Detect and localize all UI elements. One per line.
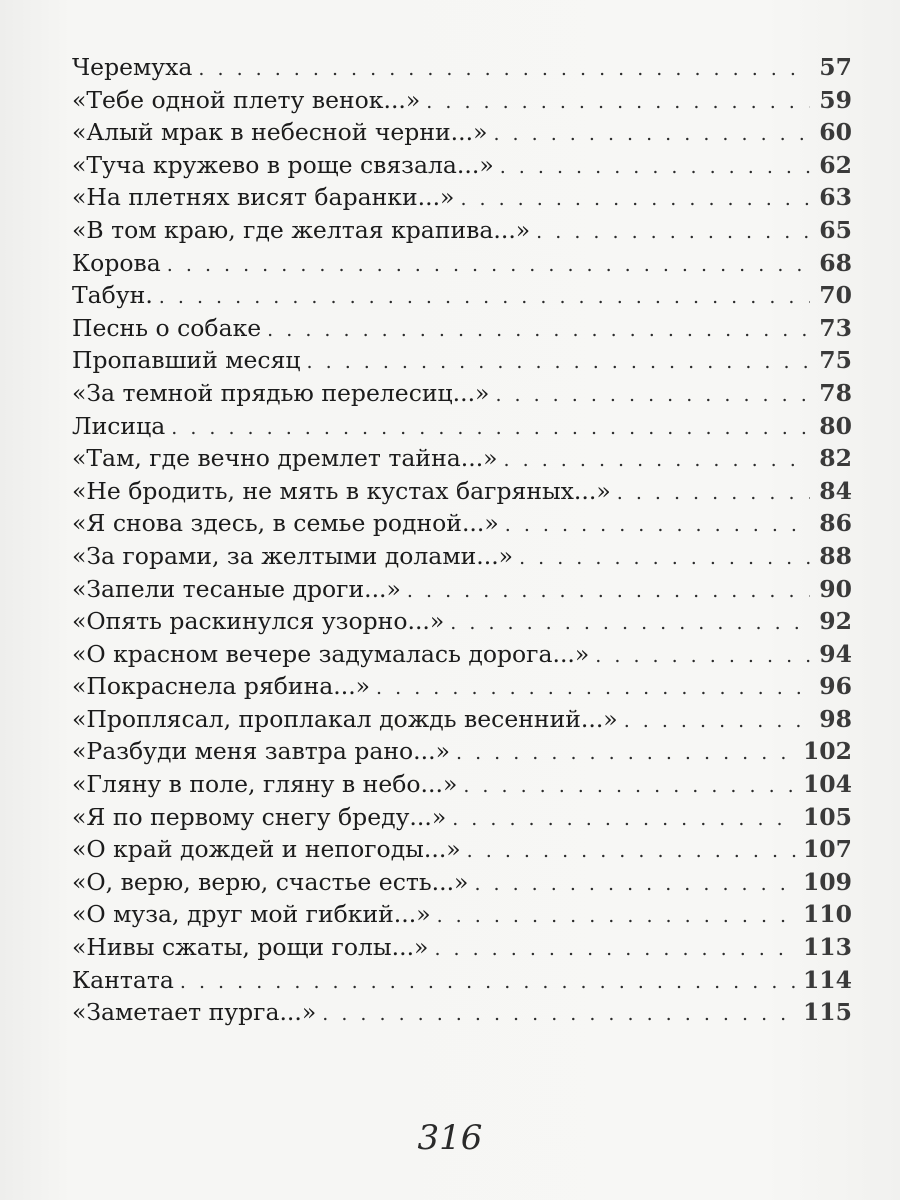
toc-entry	[72, 410, 852, 443]
toc-dot-leader	[167, 249, 810, 282]
toc-entry-page: 88	[819, 541, 852, 570]
toc-dot-leader	[536, 216, 810, 249]
toc-entry-page: 60	[819, 118, 852, 147]
toc-dot-leader	[159, 281, 810, 314]
toc-dot-leader	[495, 379, 810, 412]
toc-entry-title: Пропавший месяц	[72, 346, 301, 375]
toc-dot-leader	[407, 575, 810, 608]
toc-entry-page: 84	[819, 476, 852, 505]
toc-dot-leader	[437, 900, 797, 933]
toc-entry-page: 115	[802, 998, 852, 1027]
toc-dot-leader	[500, 151, 810, 184]
toc-entry-title: «За темной прядью перелесиц...»	[72, 378, 490, 407]
toc-dot-leader	[467, 835, 797, 868]
toc-dot-leader	[504, 444, 810, 477]
toc-entry	[72, 279, 852, 312]
toc-dot-leader	[426, 86, 810, 119]
toc-dot-leader	[452, 803, 797, 836]
toc-dot-leader	[493, 118, 810, 151]
toc-entry	[72, 507, 852, 540]
toc-entry	[72, 898, 852, 931]
toc-entry	[72, 833, 852, 866]
page-number: 316	[417, 1118, 483, 1158]
toc-entry-page: 114	[802, 965, 852, 994]
toc-dot-leader	[624, 705, 810, 738]
toc-entry-title: Табун.	[72, 281, 153, 310]
toc-dot-leader	[180, 966, 797, 999]
toc-entry-page: 68	[819, 248, 852, 277]
toc-entry-title: «Запели тесаные дроги...»	[72, 574, 401, 603]
toc-dot-leader	[322, 998, 797, 1031]
toc-entry-title: «Разбуди меня завтра рано...»	[72, 737, 450, 766]
toc-entry	[72, 181, 852, 214]
toc-entry-title: «Алый мрак в небесной черни...»	[72, 118, 488, 147]
toc-entry-page: 75	[819, 346, 852, 375]
toc-entry	[72, 247, 852, 280]
toc-entry	[72, 703, 852, 736]
toc-entry-page: 104	[802, 770, 852, 799]
toc-entry-title: «О красном вечере задумалась дорога...»	[72, 639, 590, 668]
table-of-contents	[72, 51, 852, 1029]
toc-entry-title: «Опять раскинулся узорно...»	[72, 607, 445, 636]
toc-entry	[72, 735, 852, 768]
toc-entry-page: 57	[819, 53, 852, 81]
toc-entry-title: «Покраснела рябина...»	[72, 672, 371, 701]
toc-entry-page: 59	[819, 85, 852, 114]
toc-entry	[72, 801, 852, 834]
toc-entry-title: «Там, где вечно дремлет тайна...»	[72, 444, 498, 473]
toc-entry-page: 70	[819, 281, 852, 310]
toc-dot-leader	[463, 770, 797, 803]
toc-entry-title: «О муза, друг мой гибкий...»	[72, 900, 431, 929]
toc-entry-page: 110	[802, 900, 852, 929]
toc-entry-title: Кантата	[72, 965, 174, 994]
toc-entry-page: 63	[819, 183, 852, 212]
toc-entry-title: «О край дождей и непогоды...»	[72, 835, 461, 864]
toc-dot-leader	[434, 933, 797, 966]
toc-entry	[72, 866, 852, 899]
toc-entry-title: Лисица	[72, 411, 166, 440]
toc-entry-title: «Гляну в поле, гляну в небо...»	[72, 770, 458, 799]
toc-dot-leader	[376, 672, 810, 705]
toc-entry	[72, 377, 852, 410]
toc-entry	[72, 116, 852, 149]
toc-dot-leader	[474, 868, 797, 901]
toc-entry	[72, 768, 852, 801]
toc-entry-title: Черемуха	[72, 53, 193, 81]
toc-entry	[72, 931, 852, 964]
toc-entry-page: 86	[819, 509, 852, 538]
toc-entry-page: 62	[819, 150, 852, 179]
toc-entry-page: 80	[819, 411, 852, 440]
toc-entry	[72, 964, 852, 997]
toc-entry	[72, 312, 852, 345]
toc-dot-leader	[307, 346, 810, 379]
toc-entry-title: Песнь о собаке	[72, 313, 262, 342]
toc-entry-title: «За горами, за желтыми долами...»	[72, 541, 514, 570]
toc-entry-title: Корова	[72, 248, 161, 277]
toc-dot-leader	[456, 737, 797, 770]
toc-entry	[72, 475, 852, 508]
toc-entry-page: 92	[819, 607, 852, 636]
toc-entry-page: 90	[819, 574, 852, 603]
toc-dot-leader	[595, 640, 810, 673]
toc-dot-leader	[171, 412, 810, 445]
toc-entry-title: «Я по первому снегу бреду...»	[72, 802, 447, 831]
toc-dot-leader	[267, 314, 810, 347]
toc-entry-page: 94	[819, 639, 852, 668]
toc-entry-title: «Нивы сжаты, рощи голы...»	[72, 933, 429, 962]
toc-entry-page: 78	[819, 378, 852, 407]
toc-entry-page: 102	[802, 737, 852, 766]
toc-entry-page: 96	[819, 672, 852, 701]
toc-entry	[72, 638, 852, 671]
toc-entry	[72, 84, 852, 117]
toc-entry-page: 73	[819, 313, 852, 342]
toc-entry	[72, 996, 852, 1029]
toc-entry-page: 82	[819, 444, 852, 473]
toc-entry	[72, 670, 852, 703]
toc-entry-title: «Не бродить, не мять в кустах багряных...»	[72, 476, 611, 505]
toc-entry-title: «Туча кружево в роще связала...»	[72, 150, 494, 179]
toc-entry-title: «Тебе одной плету венок...»	[72, 85, 421, 114]
toc-entry-title: «Я снова здесь, в семье родной...»	[72, 509, 499, 538]
toc-entry-title: «На плетнях висят баранки...»	[72, 183, 455, 212]
toc-dot-leader	[519, 542, 810, 575]
toc-entry-page: 113	[802, 933, 852, 962]
toc-entry-page: 105	[802, 802, 852, 831]
toc-entry-title: «Проплясал, проплакал дождь весенний...»	[72, 704, 618, 733]
toc-entry-page: 107	[802, 835, 852, 864]
toc-entry	[72, 442, 852, 475]
toc-dot-leader	[460, 183, 810, 216]
toc-dot-leader	[198, 53, 810, 86]
toc-dot-leader	[450, 607, 810, 640]
toc-entry-page: 109	[802, 867, 852, 896]
toc-entry-title: «В том краю, где желтая крапива...»	[72, 215, 531, 244]
toc-entry-page: 65	[819, 215, 852, 244]
toc-entry	[72, 540, 852, 573]
toc-dot-leader	[505, 509, 810, 542]
toc-entry	[72, 149, 852, 182]
toc-dot-leader	[617, 477, 810, 510]
toc-entry-page: 98	[819, 704, 852, 733]
toc-entry	[72, 51, 852, 84]
toc-entry	[72, 573, 852, 606]
toc-entry	[72, 605, 852, 638]
toc-entry	[72, 214, 852, 247]
toc-entry-title: «О, верю, верю, счастье есть...»	[72, 867, 469, 896]
toc-entry	[72, 344, 852, 377]
toc-entry-title: «Заметает пурга...»	[72, 998, 317, 1027]
